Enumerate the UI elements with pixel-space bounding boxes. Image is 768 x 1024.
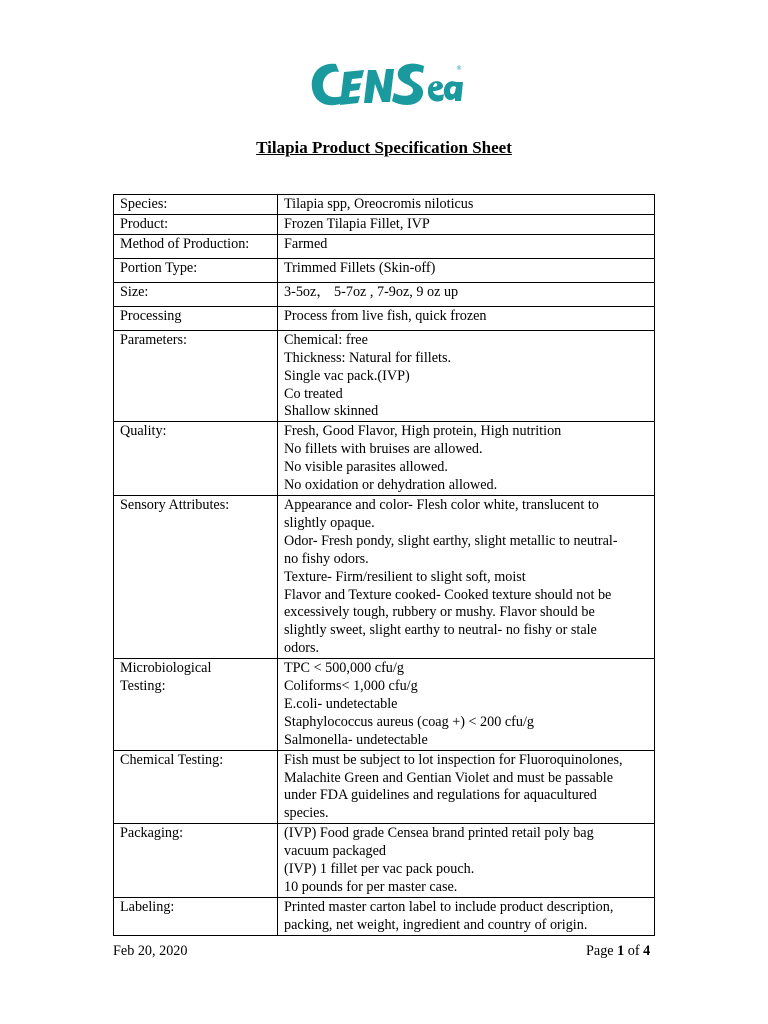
spec-label: Labeling: (114, 897, 278, 935)
logo-letter-s (392, 64, 424, 105)
spec-value-line: Tilapia spp, Oreocromis niloticus (284, 196, 474, 212)
spec-label-line: Microbiological (120, 660, 212, 677)
spec-value (278, 897, 655, 935)
logo-letter-c (312, 64, 342, 105)
logo-letter-e (340, 70, 364, 105)
spec-value-line: Appearance and color- Flesh color white, translucent to (284, 496, 599, 513)
footer-page-number (586, 943, 650, 960)
page-title: Tilapia Product Specification Sheet (256, 138, 512, 157)
spec-label: Chemical Testing: (114, 750, 278, 824)
spec-value-line: No visible parasites allowed. (284, 459, 448, 476)
spec-value (278, 234, 655, 258)
spec-label: Species: (114, 195, 278, 215)
spec-value-line: Shallow skinned (284, 403, 379, 420)
spec-value (278, 330, 655, 422)
page-word: Page (586, 943, 614, 959)
spec-value-line: Thickness: Natural for fillets. (284, 349, 452, 366)
spec-value-line: Texture- Firm/resilient to slight soft, moist (284, 568, 526, 585)
table-row (114, 214, 655, 234)
spec-value (278, 824, 655, 898)
spec-value-line: TPC < 500,000 cfu/g (284, 660, 404, 677)
logo-letter-n (364, 69, 394, 103)
spec-label: Size: (114, 282, 278, 306)
logo-letter-a (444, 81, 463, 101)
censea-logo (306, 56, 466, 116)
spec-value-line: excessively tough, rubbery or mushy. Flavor should be (284, 604, 595, 621)
spec-value-line: no fishy odors. (284, 550, 369, 567)
page-of: of (627, 943, 640, 959)
spec-label: Portion Type: (114, 258, 278, 282)
spec-label: Packaging: (114, 824, 278, 898)
spec-label: Parameters: (114, 330, 278, 422)
spec-value-line: Coliforms< 1,000 cfu/g (284, 678, 418, 695)
spec-value-line: E.coli- undetectable (284, 695, 398, 712)
logo-letter-e-small (428, 81, 444, 101)
spec-value-line: (IVP) Food grade Censea brand printed retail poly bag (284, 825, 594, 842)
table-row (114, 306, 655, 330)
registered-mark: ® (456, 65, 462, 72)
spec-value-line: packing, net weight, ingredient and country of origin. (284, 916, 588, 933)
spec-value-line: No oxidation or dehydration allowed. (284, 477, 498, 494)
table-row (114, 750, 655, 824)
censea-logo-mark (312, 64, 463, 106)
spec-value-line: Salmonella- undetectable (284, 731, 428, 748)
spec-value (278, 659, 655, 751)
spec-value-line: Fresh, Good Flavor, High protein, High nutrition (284, 423, 562, 440)
spec-value-line: odors. (284, 640, 320, 657)
spec-value-line: Single vac pack.(IVP) (284, 367, 410, 384)
spec-value-line: Trimmed Fillets (Skin-off) (284, 259, 436, 276)
spec-value (278, 422, 655, 496)
spec-value (278, 214, 655, 234)
spec-value-line: species. (284, 805, 329, 822)
table-row (114, 330, 655, 422)
spec-value-line: Farmed (284, 235, 328, 252)
specification-table (113, 194, 655, 936)
spec-value (278, 195, 655, 215)
spec-value-line: under FDA guidelines and regulations for aquacultured (284, 787, 597, 804)
spec-value-line: Malachite Green and Gentian Violet and must be passable (284, 769, 614, 786)
spec-label: Processing (114, 306, 278, 330)
spec-value-line: Co treated (284, 385, 343, 402)
spec-value-line: vacuum packaged (284, 843, 387, 860)
spec-value-line: Odor- Fresh pondy, slight earthy, slight metallic to neutral- (284, 532, 618, 549)
spec-value (278, 258, 655, 282)
table-row (114, 258, 655, 282)
spec-value-line: 10 pounds for per master case. (284, 879, 458, 895)
spec-value-line: Staphylococcus aureus (coag +) < 200 cfu/g (284, 713, 535, 730)
table-row (114, 234, 655, 258)
spec-value-line: slightly opaque. (284, 514, 375, 531)
page-total: 4 (643, 943, 651, 959)
table-row (114, 195, 655, 215)
spec-label (114, 659, 278, 751)
spec-value-line: 3-5oz， 5-7oz , 7-9oz, 9 oz up (284, 283, 459, 300)
spec-value-line: Chemical: free (284, 331, 368, 348)
spec-value-line: No fillets with bruises are allowed. (284, 441, 483, 458)
spec-value-line: Fish must be subject to lot inspection for Fluoroquinolones, (284, 751, 623, 768)
spec-label: Product: (114, 214, 278, 234)
spec-value-line: Flavor and Texture cooked- Cooked texture should not be (284, 586, 612, 603)
table-row (114, 495, 655, 658)
spec-value (278, 306, 655, 330)
spec-value-line: Process from live fish, quick frozen (284, 307, 487, 324)
spec-label: Method of Production: (114, 234, 278, 258)
spec-value (278, 750, 655, 824)
spec-value-line: slightly sweet, slight earthy to neutral- no fishy or stale (284, 622, 597, 639)
spec-label: Sensory Attributes: (114, 495, 278, 658)
table-row (114, 422, 655, 496)
table-row (114, 282, 655, 306)
spec-value-line: Printed master carton label to include product description, (284, 898, 614, 915)
table-row (114, 824, 655, 898)
spec-value (278, 495, 655, 658)
spec-value (278, 282, 655, 306)
table-row (114, 897, 655, 935)
spec-value-line: Frozen Tilapia Fillet, IVP (284, 215, 430, 232)
table-row (114, 659, 655, 751)
page-current: 1 (617, 943, 625, 959)
spec-value-line: (IVP) 1 fillet per vac pack pouch. (284, 861, 475, 878)
spec-label-line: Testing: (120, 678, 166, 695)
spec-label: Quality: (114, 422, 278, 496)
footer-date: Feb 20, 2020 (113, 943, 188, 959)
